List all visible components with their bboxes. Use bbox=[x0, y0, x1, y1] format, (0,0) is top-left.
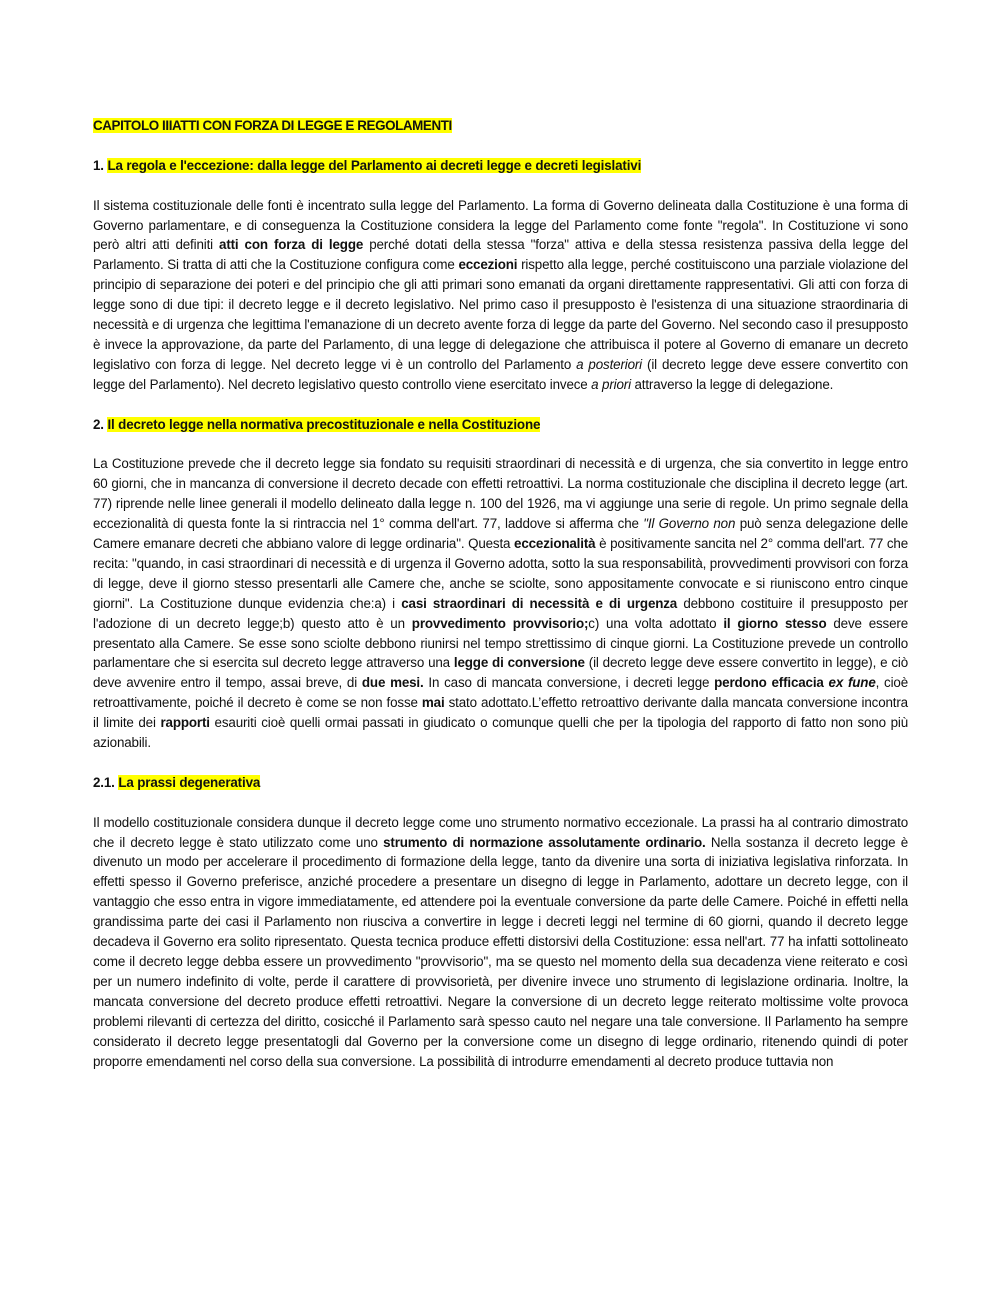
section-2-1-paragraph: Il modello costituzionale considera dunque il decreto legge come uno strumento normativo eccezionale. La prassi ha al contrario dimostrato che il decreto legge è stato utilizzato come uno strumento di normazione assolutamente ordinario. Nella sostanza il decreto legge è divenuto un modo per accelerare il procedimento di formazione della legge, tanto da divenire una sorta di iniziativa legislativa rinforzata. In effetti spesso il Governo preferisce, anziché procedere a presentare un disegno di legge in Parlamento, adottare un decreto legge, con il vantaggio che esso entra in vigore immediatamente, ed attendere poi la eventuale conversione da parte delle Camere. Poiché in effetti nella grandissima parte dei casi il Parlamento non riusciva a convertire in legge i decreti leggi nel termine di 60 giorni, quando il decreto legge decadeva il Governo era solito ripresentato. Questa tecnica produce effetti distorsivi della Costituzione: essa nell'art. 77 ha infatti sottolineato come il decreto legge debba essere un provvedimento "provvisorio", ma se questo nel momento della sua decadenza viene reiterato e così per un numero indefinito di volte, perde il carattere di provvisorietà, per divenire invece uno strumento di legislazione ordinaria. Inoltre, la mancata conversione del decreto produce effetti retroattivi. Negare la conversione di un decreto legge reiterato moltissime volte provoca problemi rilevanti di certezza del diritto, cosicché il Parlamento sarà spesso cauto nel negare una tale conversione. Il Parlamento ha sempre considerato il decreto legge presentatogli dal Governo per la conversione come un disegno di legge ordinario, ritenendo quindi di poter proporre emendamenti nel corso della sua conversione. La possibilità di introdurre emendamenti al decreto produce tuttavia non bbox=[93, 814, 908, 1069]
section-title: La regola e l'eccezione: dalla legge del Parlamento ai decreti legge e decreti legislativi bbox=[107, 157, 642, 173]
section-2-paragraph: La Costituzione prevede che il decreto legge sia fondato su requisiti straordinari di necessità e di urgenza, che sia convertito in legge entro 60 giorni, che in mancanza di conversione il decreto decade con effetti retroattivi. La norma costituzionale che disciplina il decreto legge (art. 77) riprende nelle linee generali il modello delineato dalla legge n. 100 del 1926, ma vi aggiunge una serie di regole. Un primo segnale della eccezionalità di questa fonte la si rintraccia nel 1° comma dell'art. 77, laddove si afferma che "Il Governo non può senza delegazione delle Camere emanare decreti che abbiano valore di legge ordinaria". Questa eccezionalità è positivamente sancita nel 2° comma dell'art. 77 che recita: "quando, in casi straordinari di necessità e di urgenza il Governo adotta, sotto la sua responsabilità, provvedimenti provvisori con forza di legge, deve il giorno stesso presentarli alle Camere che, anche se sciolte, sono appositamente convocate e si riuniscono entro cinque giorni". La Costituzione dunque evidenzia che:a) i casi straordinari di necessità e di urgenza debbono costituire il presupposto per l'adozione di un decreto legge;b) questo atto è un provvedimento provvisorio;c) una volta adottato il giorno stesso deve essere presentato alla Camere. Se esse sono sciolte debbono riunirsi nel tempo strettissimo di cinque giorni. La Costituzione prevede un controllo parlamentare che si esercita sul decreto legge attraverso una legge di conversione (il decreto legge deve essere convertito in legge), e ciò deve avvenire entro il tempo, assai breve, di due mesi. In caso di mancata conversione, i decreti legge perdono efficacia ex fune, cioè retroattivamente, poiché il decreto è come se non fosse mai stato adottato.L’effetto retroattivo derivante dalla mancata conversione incontra il limite dei rapporti esauriti cioè quelli ormai passati in giudicato o comunque quelli che per la tipologia del rapporto di fatto non sono più azionabili. bbox=[93, 456, 909, 751]
section-1-paragraph: Il sistema costituzionale delle fonti è incentrato sulla legge del Parlamento. La forma di Governo delineata dalla Costituzione è una forma di Governo parlamentare, e di conseguenza la Costituzione considera la legge del Parlamento come fonte "regola". In Costituzione vi sono però altri atti definiti atti con forza di legge perché dotati della stessa "forza" attiva e della stessa resistenza passiva della legge del Parlamento. Si tratta di atti che la Costituzione configura come eccezioni rispetto alla legge, perché costituiscono una parziale violazione del principio di separazione dei poteri e del principio che gli atti primari sono emanati da organi direttamente rappresentativi. Gli atti con forza di legge sono di due tipi: il decreto legge e il decreto legislativo. Nel primo caso il presupposto è l'esistenza di una situazione straordinaria di necessità e di urgenza che legittima l'emanazione di un decreto avente forza di legge da parte del Governo. Nel secondo caso il presupposto è invece la approvazione, da parte del Parlamento, di una legge di delegazione che attribuisca il potere al Governo di emanare un decreto legislativo con forza di legge. Nel decreto legge vi è un controllo del Parlamento a posteriori (il decreto legge deve essere convertito con legge del Parlamento). Nel decreto legislativo questo controllo viene esercitato invece a priori attraverso la legge di delegazione. bbox=[93, 197, 908, 392]
section-2-heading bbox=[93, 415, 908, 435]
chapter-title: CAPITOLO IIIATTI CON FORZA DI LEGGE E REGOLAMENTI bbox=[93, 118, 452, 133]
section-number: 1. bbox=[93, 157, 104, 173]
section-1-heading bbox=[93, 156, 908, 176]
section-number: 2.1. bbox=[93, 774, 115, 790]
section-title: La prassi degenerativa bbox=[118, 774, 261, 790]
section-number: 2. bbox=[93, 416, 104, 432]
document-body bbox=[93, 116, 908, 1071]
section-title: Il decreto legge nella normativa precostituzionale e nella Costituzione bbox=[107, 416, 541, 432]
section-2-1-heading bbox=[93, 773, 908, 793]
